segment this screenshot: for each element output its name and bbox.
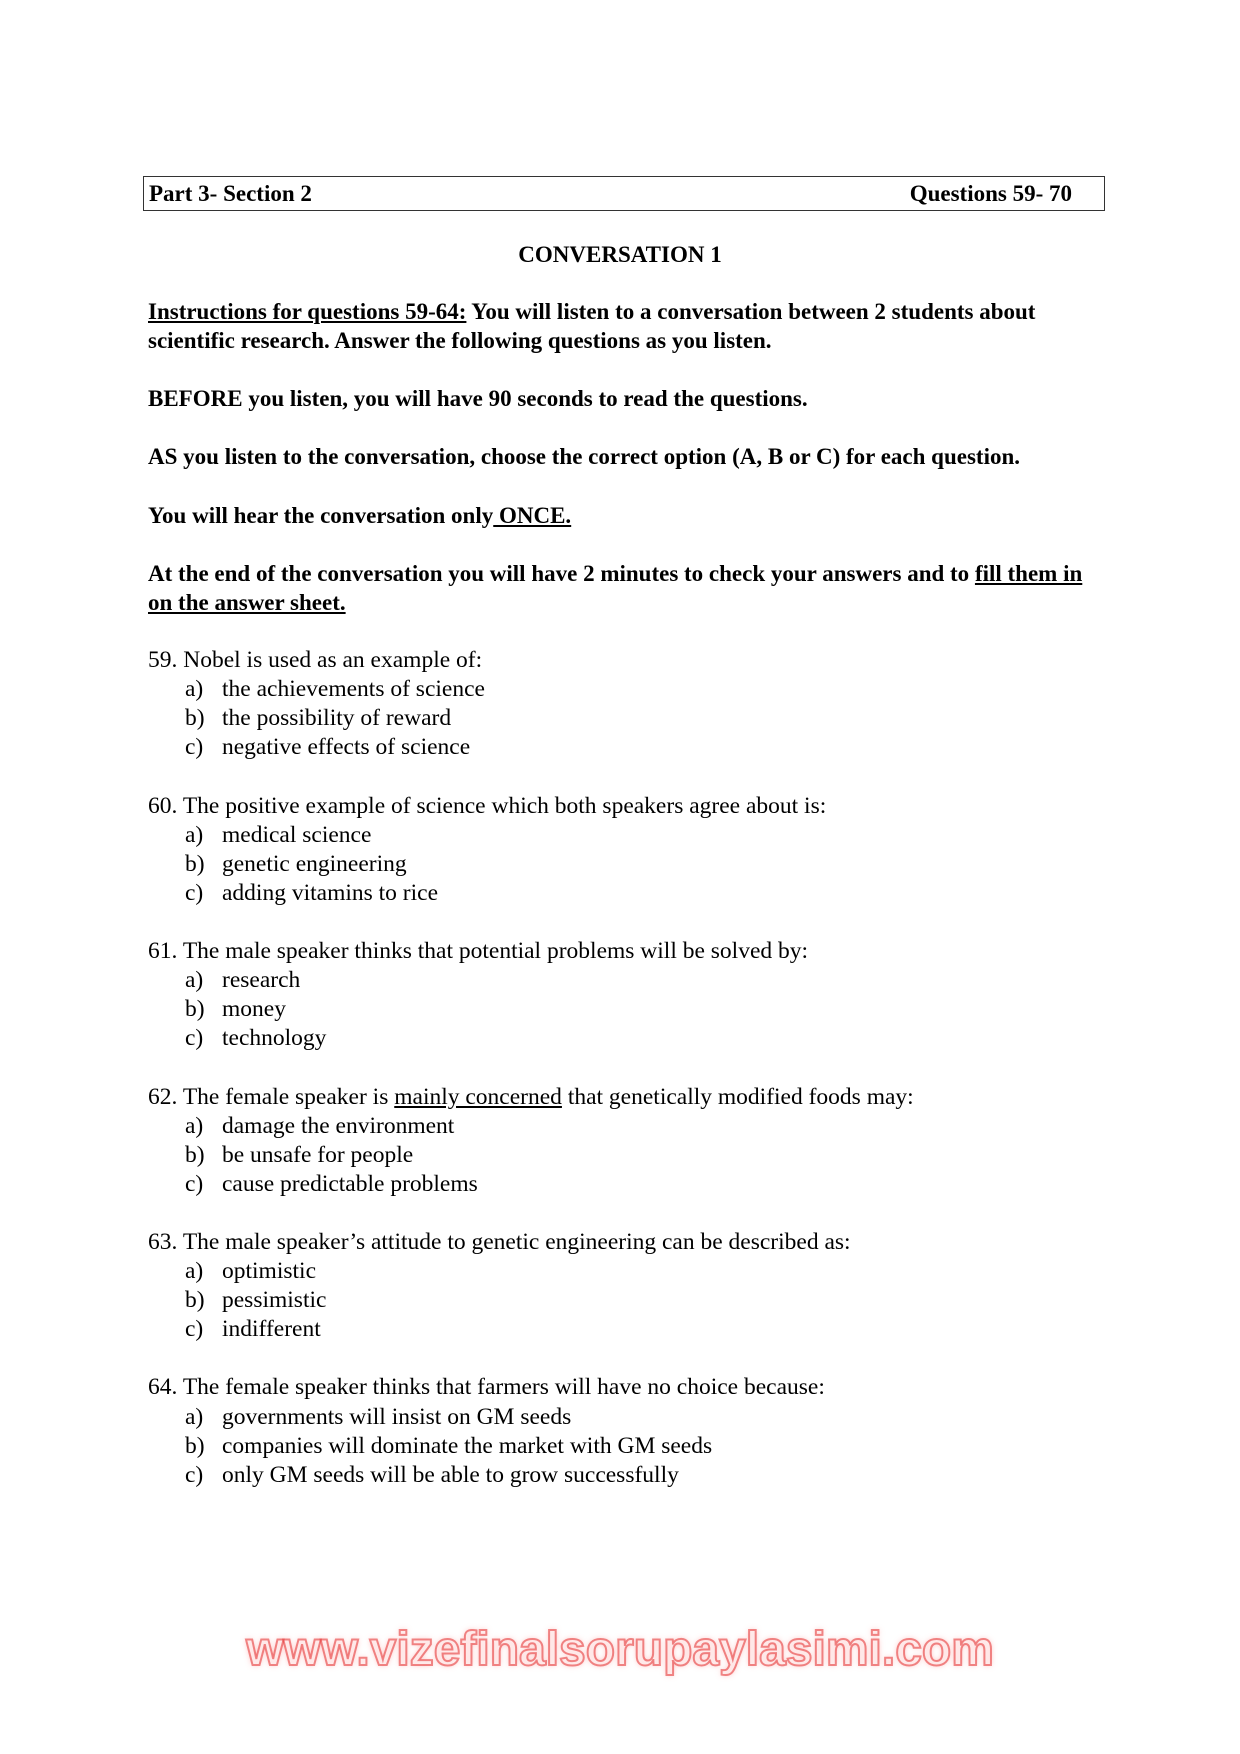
option-letter: a) [185,821,204,848]
document-body [148,297,1098,1519]
answer-option [148,1461,1098,1490]
option-text: the achievements of science [222,676,485,703]
question-stem: 60. The positive example of science which both speakers agree about is: [148,792,827,819]
option-letter: c) [185,1316,204,1343]
option-text: the possibility of reward [222,705,452,732]
option-letter: c) [185,734,204,761]
option-text: medical science [222,821,372,848]
question-stem [148,1083,1098,1112]
question [148,1373,1098,1489]
answer-option [148,1315,1098,1344]
answer-option [148,675,1098,704]
answer-option [148,704,1098,733]
option-text: only GM seeds will be able to grow successfully [222,1461,679,1488]
question-stem: 59. Nobel is used as an example of: [148,647,483,674]
answer-option [148,1432,1098,1461]
once-paragraph [148,501,1098,530]
option-letter: a) [185,1112,204,1139]
answer-option [148,1141,1098,1170]
answer-option [148,966,1098,995]
option-letter: b) [185,705,205,732]
question [148,1083,1098,1199]
answer-option [148,850,1098,879]
answer-option [148,995,1098,1024]
option-letter: c) [185,1170,204,1197]
option-text: optimistic [222,1258,316,1285]
option-text: negative effects of science [222,734,471,761]
instructions-paragraph [148,297,1098,355]
option-letter: a) [185,1258,204,1285]
page-title: CONVERSATION 1 [518,242,722,267]
end-paragraph [148,559,1098,617]
question-stem: 64. The female speaker thinks that farmers will have no choice because: [148,1374,825,1401]
question-stem: 61. The male speaker thinks that potential problems will be solved by: [148,938,809,965]
answer-option [148,1257,1098,1286]
option-letter: c) [185,1025,204,1052]
as-paragraph: AS you listen to the conversation, choose the correct option (A, B or C) for each question. [148,444,1021,470]
answer-option [148,733,1098,762]
end-emphasis: fill them in on the answer sheet. [148,560,1083,615]
option-text: technology [222,1025,327,1052]
option-text: pessimistic [222,1287,327,1314]
question-stem: 63. The male speaker’s attitude to genetic engineering can be described as: [148,1229,851,1255]
option-text: companies will dominate the market with GM seeds [222,1432,713,1459]
once-text: You will hear the conversation only [148,502,494,528]
answer-option [148,1286,1098,1315]
question-range: Questions 59- 70 [909,181,1072,206]
option-letter: b) [185,1432,205,1459]
option-text: cause predictable problems [222,1170,478,1197]
option-text: money [222,996,286,1023]
option-letter: c) [185,879,204,906]
option-letter: b) [185,850,205,877]
section-header [143,176,1105,211]
option-text: damage the environment [222,1112,455,1139]
answer-option [148,879,1098,908]
once-emphasis: ONCE. [493,502,572,528]
question [148,937,1098,1053]
instructions-label: Instructions for questions 59-64: [148,299,467,324]
answer-option [148,1403,1098,1432]
stem-part: mainly concerned [394,1083,562,1110]
answer-option [148,1112,1098,1141]
option-letter: a) [185,967,204,994]
answer-option [148,1170,1098,1199]
stem-part: that genetically modified foods may: [561,1083,914,1110]
stem-part: 62. The female speaker is [148,1083,395,1110]
option-letter: a) [185,676,204,703]
question [148,1228,1098,1344]
answer-option [148,821,1098,850]
question [148,646,1098,762]
option-text: adding vitamins to rice [222,879,439,906]
question-list [148,646,1098,1490]
option-letter: a) [185,1403,204,1430]
question [148,792,1098,908]
before-paragraph: BEFORE you listen, you will have 90 seconds to read the questions. [148,386,808,412]
instructions-text: You will listen to a conversation between 2 students about scientific research. Answer the following questions as you listen. [148,299,1036,354]
watermark: www.vizefinalsorupaylasimi.com [246,1623,994,1676]
option-letter: b) [185,996,205,1023]
option-text: be unsafe for people [222,1141,414,1168]
option-letter: b) [185,1287,205,1314]
option-text: governments will insist on GM seeds [222,1403,572,1430]
option-text: research [222,967,301,994]
end-text: At the end of the conversation you will have 2 minutes to check your answers and to [148,560,975,586]
option-letter: b) [185,1141,205,1168]
option-letter: c) [185,1461,204,1488]
section-label: Part 3- Section 2 [149,181,312,206]
option-text: indifferent [222,1316,321,1343]
answer-option [148,1024,1098,1053]
option-text: genetic engineering [222,850,407,877]
